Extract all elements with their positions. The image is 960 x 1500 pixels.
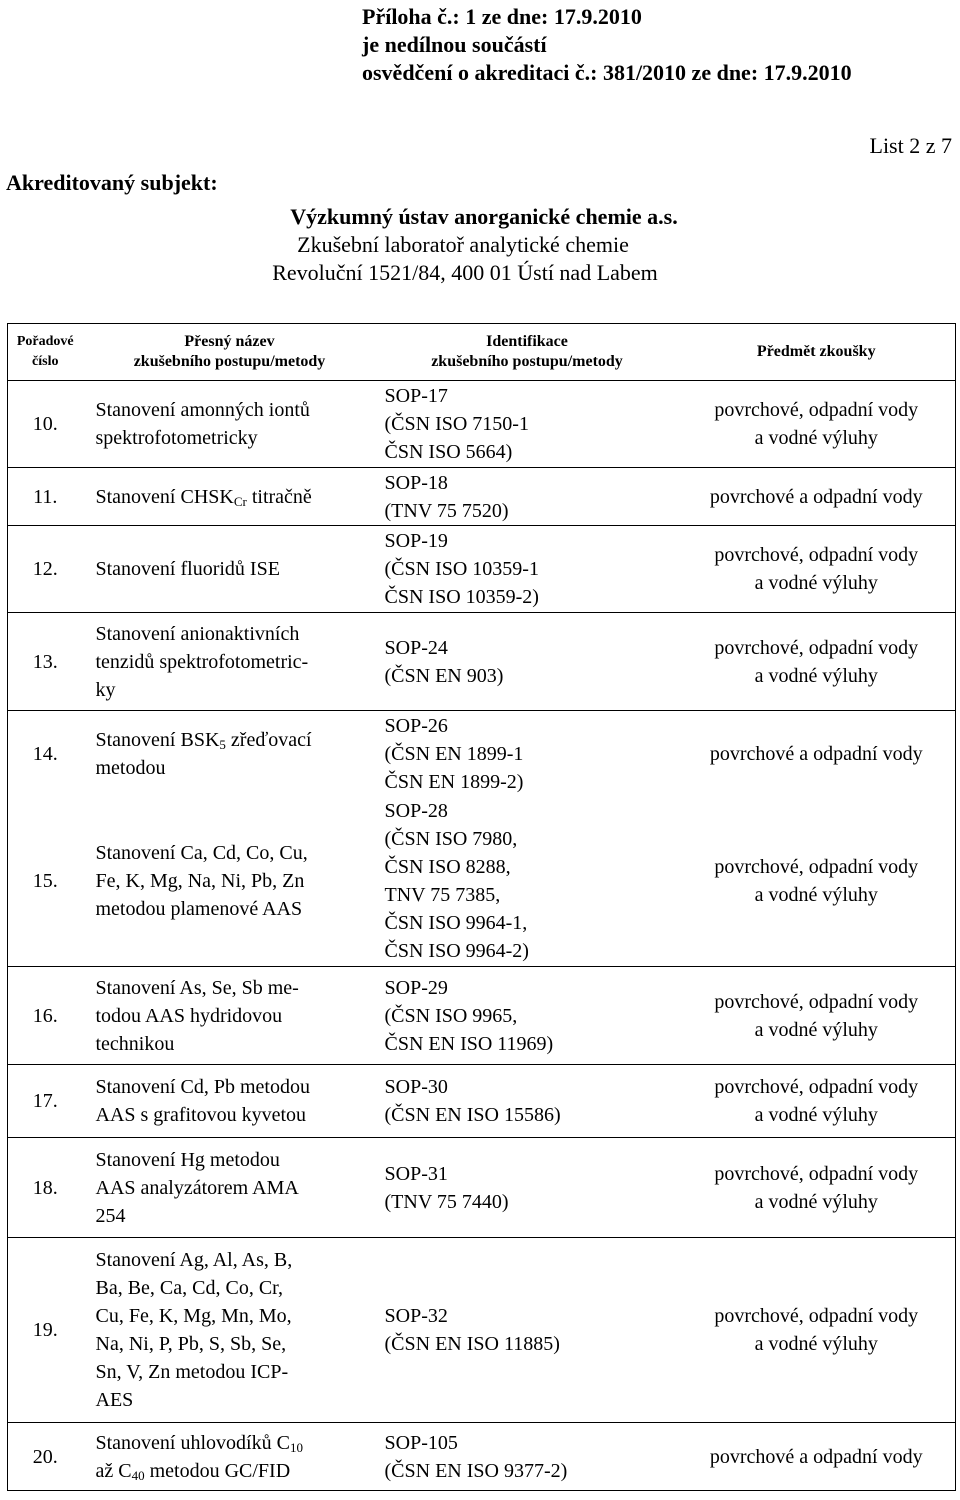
header-order-number: Pořadové číslo [8, 324, 83, 381]
test-subject: povrchové a odpadní vody [678, 468, 956, 526]
row-number: 12. [8, 526, 83, 613]
method-identification: SOP-31 (TNV 75 7440) [377, 1138, 678, 1238]
row-number: 18. [8, 1138, 83, 1238]
table-row [8, 1423, 956, 1491]
method-identification: SOP-24 (ČSN EN 903) [377, 613, 678, 711]
laboratory-name: Zkušební laboratoř analytické chemie [297, 232, 629, 257]
organization-address: Revoluční 1521/84, 400 01 Ústí nad Labem [272, 260, 658, 285]
test-subject: povrchové, odpadní vody a vodné výluhy [678, 1065, 956, 1138]
table-row [8, 1065, 956, 1138]
test-subject: povrchové a odpadní vody [709, 742, 923, 765]
method-name: Stanovení uhlovodíků $C_{10}$ až $C_{40}$ metodou GC/FID [95, 1431, 303, 1483]
table-row [8, 967, 956, 1065]
method-identification: SOP-105 (ČSN EN ISO 9377-2) [384, 1431, 568, 1482]
test-subject: povrchové, odpadní vody a vodné výluhy [678, 967, 956, 1065]
table-row [8, 1238, 956, 1423]
test-subject: povrchové, odpadní vody a vodné výluhy [678, 381, 956, 468]
test-subject: povrchové, odpadní vody a vodné výluhy [678, 1238, 956, 1423]
header-method-identification: Identifikace zkušebního postupu/metody [377, 324, 678, 381]
accreditation-certificate-line: osvědčení o akreditaci č.: 381/2010 ze dne: 17.9.2010 [362, 60, 852, 85]
method-identification: SOP-26 (ČSN EN 1899-1 ČSN EN 1899-2) [384, 714, 524, 793]
table-row [8, 526, 956, 613]
header-method-name: Přesný název zkušebního postupu/metody [83, 324, 377, 381]
method-name: Stanovení $CHSK_{Cr}$ titračně [83, 468, 377, 526]
table-header-row [8, 324, 956, 381]
row-number: 10. [8, 381, 83, 468]
table-row [8, 613, 956, 711]
table-row [8, 381, 956, 468]
method-name: Stanovení $BSK_5$ zřeďovací metodou [95, 728, 312, 779]
test-subject: povrchové, odpadní vody a vodné výluhy [678, 797, 956, 967]
organization-name: Výzkumný ústav anorganické chemie a.s. [290, 204, 678, 229]
annex-header: Příloha č.: 1 ze dne: 17.9.2010 [362, 4, 642, 29]
method-name: Stanovení Ag, Al, As, B, Ba, Be, Ca, Cd, Co, Cr, Cu, Fe, K, Mg, Mn, Mo, Na, Ni, P, Pb, S, Sb, Se, Sn, V, Zn metodou ICP- AES [83, 1238, 377, 1423]
method-name: Stanovení Hg metodou AAS analyzátorem AMA 254 [83, 1138, 377, 1238]
method-identification: SOP-28 (ČSN ISO 7980, ČSN ISO 8288, TNV 75 7385, ČSN ISO 9964-1, ČSN ISO 9964-2) [377, 797, 678, 967]
annex-subheader: je nedílnou součástí [362, 32, 547, 57]
method-identification: SOP-30 (ČSN EN ISO 15586) [377, 1065, 678, 1138]
test-subject: povrchové, odpadní vody a vodné výluhy [678, 1138, 956, 1238]
method-identification: SOP-17 (ČSN ISO 7150-1 ČSN ISO 5664) [377, 381, 678, 468]
sheet-number: List 2 z 7 [869, 133, 952, 158]
table-row [8, 711, 956, 797]
method-identification: SOP-32 (ČSN EN ISO 11885) [377, 1238, 678, 1423]
table-row [8, 797, 956, 967]
row-number: 15. [8, 797, 83, 967]
test-subject: povrchové a odpadní vody [709, 1445, 923, 1468]
row-number: 20. [32, 1445, 58, 1468]
header-test-subject: Předmět zkoušky [678, 324, 956, 381]
table-row [8, 1138, 956, 1238]
row-number: 13. [8, 613, 83, 711]
method-name: Stanovení amonných iontů spektrofotometricky [83, 381, 377, 468]
row-number: 17. [8, 1065, 83, 1138]
method-identification: SOP-19 (ČSN ISO 10359-1 ČSN ISO 10359-2) [377, 526, 678, 613]
methods-table [7, 323, 956, 1491]
row-number: 11. [8, 468, 83, 526]
method-name: Stanovení As, Se, Sb me- todou AAS hydridovou technikou [83, 967, 377, 1065]
row-number: 14. [32, 742, 58, 765]
method-name: Stanovení anionaktivních tenzidů spektrofotometric- ky [83, 613, 377, 711]
method-identification: SOP-18 (TNV 75 7520) [377, 468, 678, 526]
method-identification: SOP-29 (ČSN ISO 9965, ČSN EN ISO 11969) [377, 967, 678, 1065]
accredited-subject-label: Akreditovaný subjekt: [6, 170, 218, 195]
method-name: Stanovení fluoridů ISE [83, 526, 377, 613]
method-name: Stanovení Ca, Cd, Co, Cu, Fe, K, Mg, Na, Ni, Pb, Zn metodou plamenové AAS [83, 797, 377, 967]
row-number: 19. [8, 1238, 83, 1423]
test-subject: povrchové, odpadní vody a vodné výluhy [678, 526, 956, 613]
row-number: 16. [8, 967, 83, 1065]
table-row [8, 468, 956, 526]
method-name: Stanovení Cd, Pb metodou AAS s grafitovou kyvetou [83, 1065, 377, 1138]
test-subject: povrchové, odpadní vody a vodné výluhy [678, 613, 956, 711]
